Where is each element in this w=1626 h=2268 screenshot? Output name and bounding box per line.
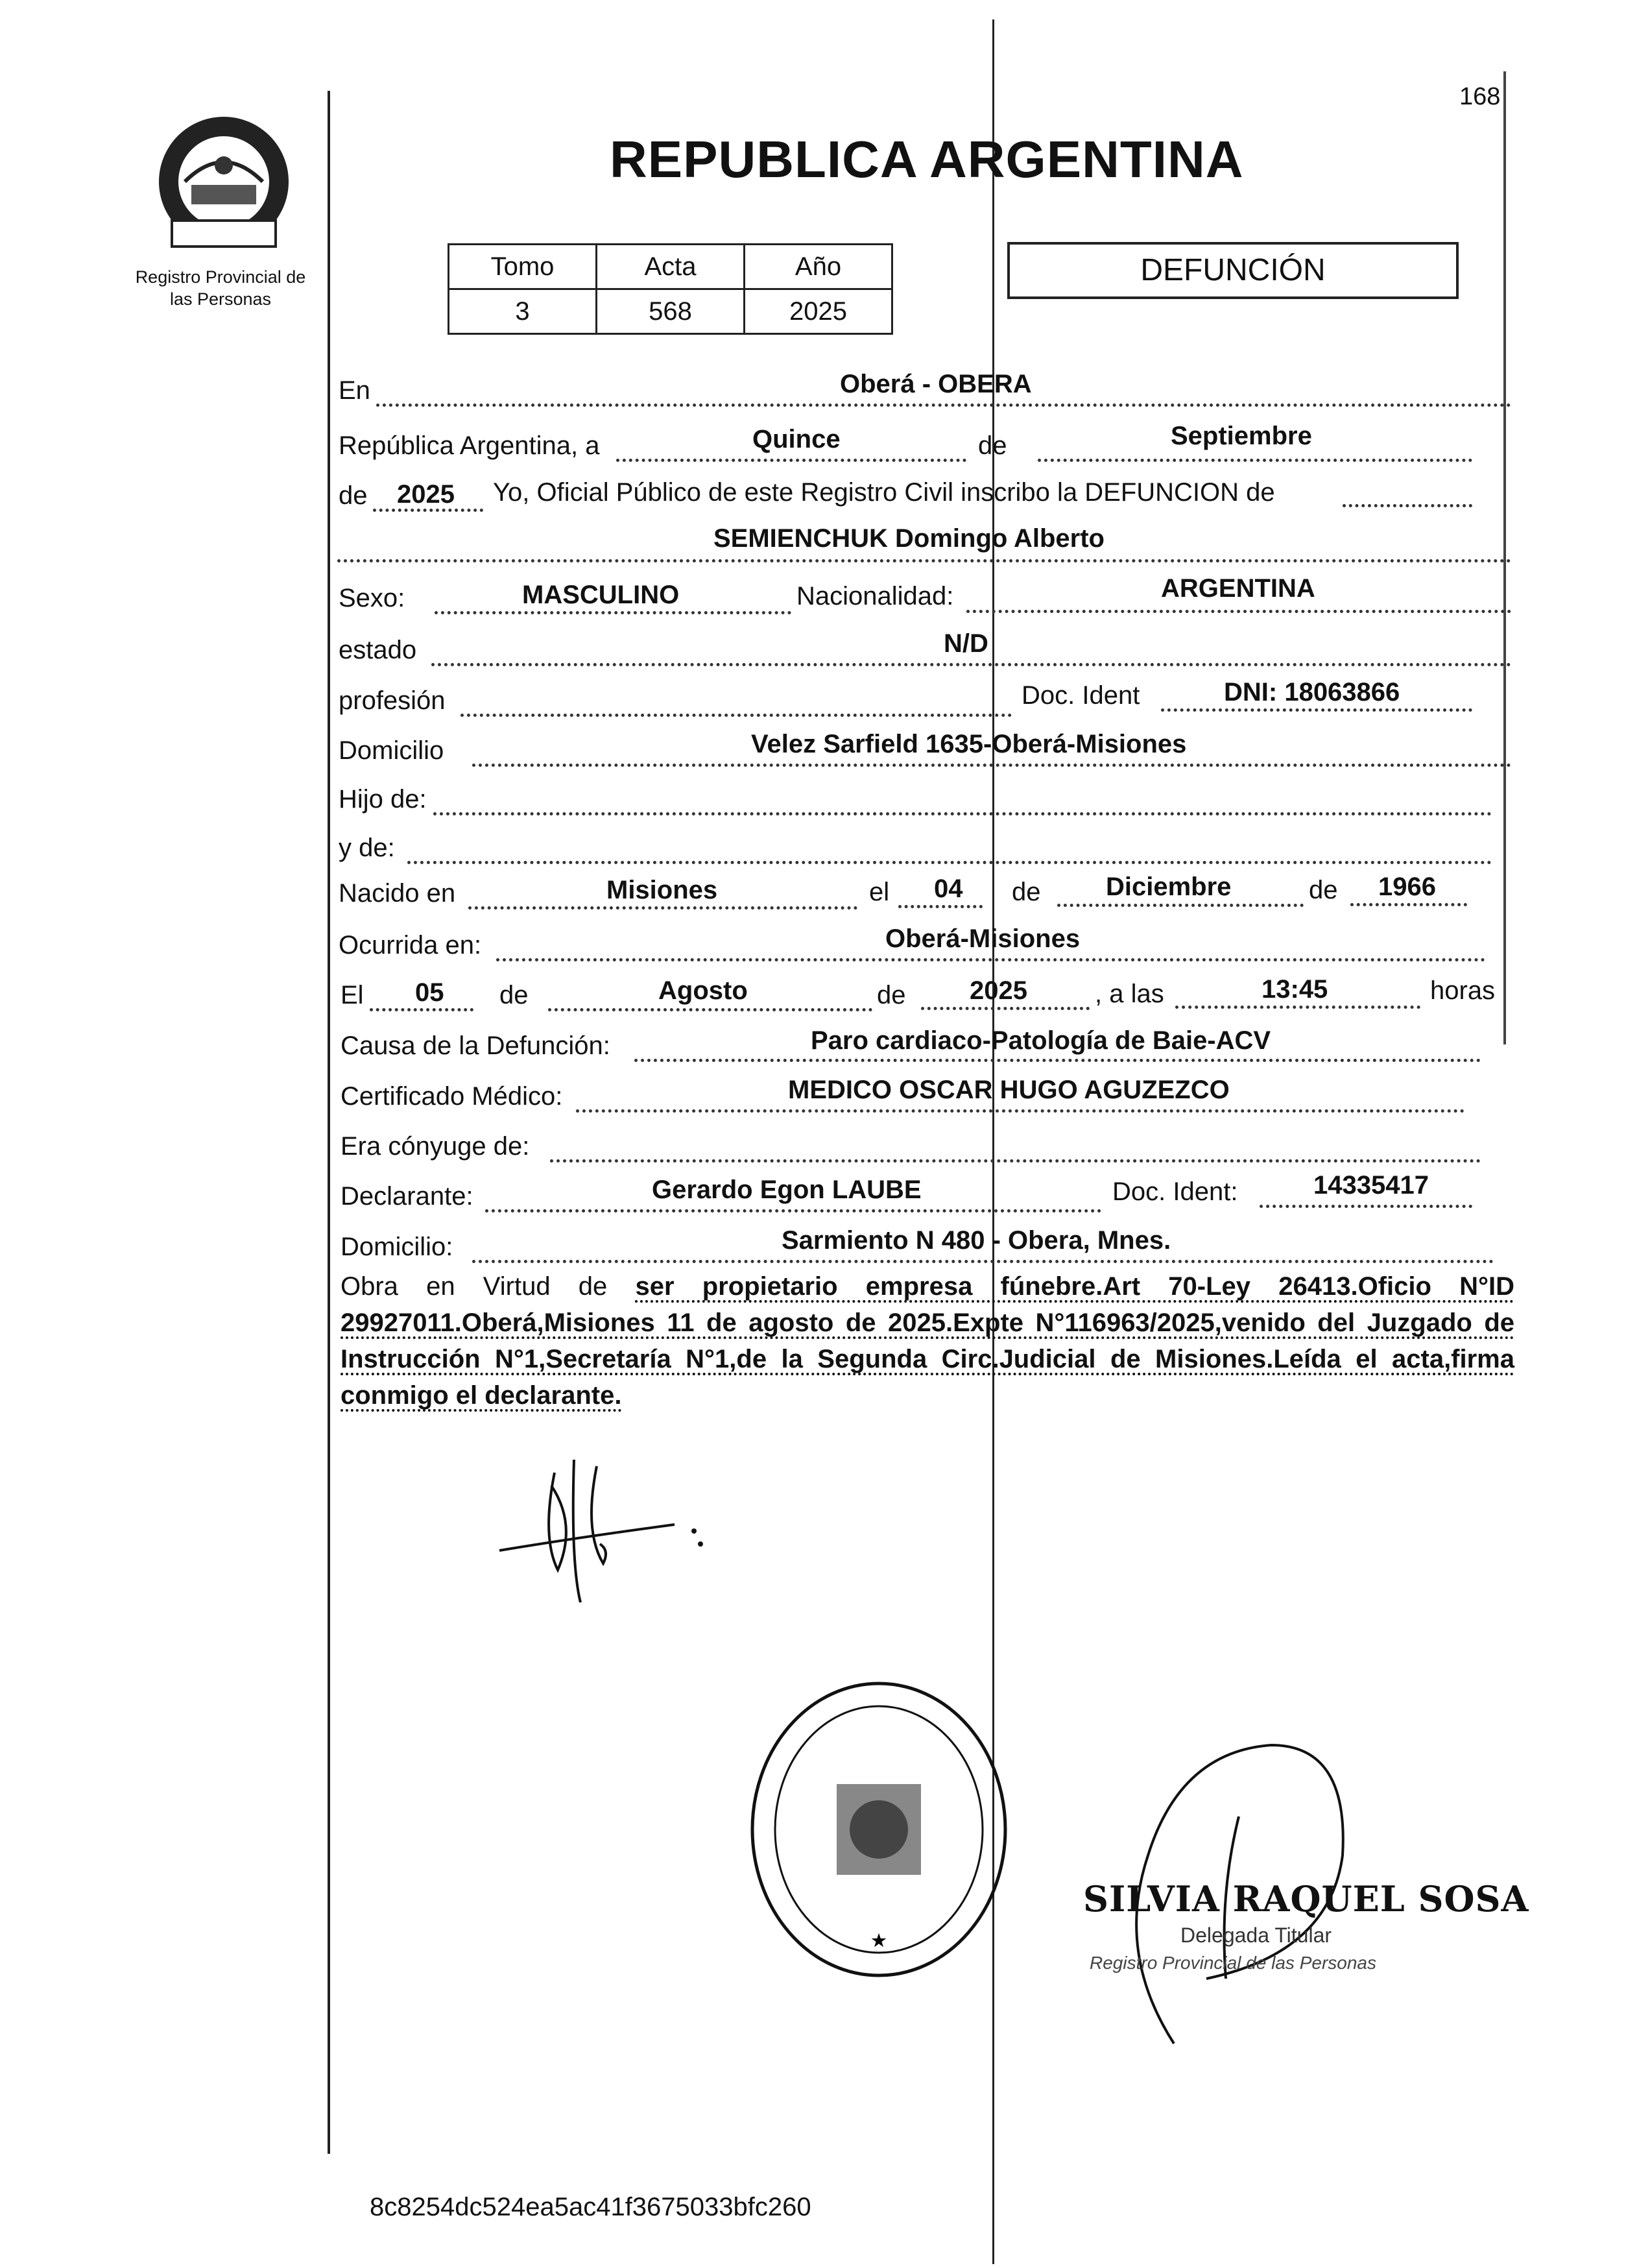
doc2-label: Doc. Ident: [1112, 1177, 1238, 1206]
logo-caption-line2: las Personas [169, 289, 272, 309]
conyuge-label: Era cónyuge de: [341, 1132, 530, 1161]
page-number: 168 [1459, 83, 1501, 110]
death-month: Agosto [658, 976, 748, 1005]
de-label-2: de [339, 481, 368, 510]
nacido-en-label: Nacido en [339, 879, 456, 908]
domicilio2-label: Domicilio: [341, 1233, 453, 1261]
en-line [376, 404, 1511, 407]
certificado-line [576, 1109, 1465, 1113]
conyuge-line [550, 1159, 1481, 1163]
month-value: Septiembre [1171, 422, 1312, 450]
declarante-value: Gerardo Egon LAUBE [652, 1176, 922, 1204]
de-label-5: de [499, 981, 529, 1009]
right-margin-line [1503, 71, 1506, 1044]
domicilio-value: Velez Sarfield 1635-Oberá-Misiones [751, 730, 1187, 758]
sexo-value: MASCULINO [522, 581, 680, 609]
birth-month: Diciembre [1106, 873, 1232, 901]
doc-value: DNI: 18063866 [1224, 678, 1400, 706]
doc-label: Doc. Ident [1022, 681, 1140, 710]
death-day-line [370, 1008, 473, 1011]
death-day: 05 [415, 978, 444, 1007]
hijo-line [433, 812, 1492, 815]
inscribo-text: Yo, Oficial Público de este Registro Civil inscribo la DEFUNCION de [493, 478, 1275, 507]
month-line [1038, 459, 1472, 462]
birth-year: 1966 [1378, 873, 1436, 901]
causa-label: Causa de la Defunción: [341, 1031, 610, 1060]
obra-text: ser propietario empresa fúnebre.Art 70-Ley 26413.Oficio N°ID 29927011.Oberá,Misiones 11 de agosto de 2025.Expte N°116963/2025,venido del Juzgado de Instrucción N°1,Secretaría N°1,de la Segunda Circ.Judicial de Misiones.Leída el acta,firma conmigo el declarante. [341, 1272, 1514, 1410]
estado-line [431, 663, 1511, 666]
profesion-label: profesión [339, 686, 446, 715]
left-margin-line [328, 91, 330, 2154]
yde-label: y de: [339, 834, 395, 862]
record-type-box: DEFUNCIÓN [1007, 242, 1459, 299]
tomo-value: 3 [449, 289, 597, 334]
el-label-2: El [341, 981, 364, 1009]
de-label: de [978, 431, 1007, 460]
estado-value: N/D [944, 629, 988, 658]
svg-text:★: ★ [871, 1931, 887, 1951]
sexo-label: Sexo: [339, 584, 405, 612]
el-label: el [869, 878, 890, 906]
acta-value: 568 [597, 289, 745, 334]
ocurrida-label: Ocurrida en: [339, 931, 482, 959]
anio-value: 2025 [745, 289, 892, 334]
obra-paragraph [341, 1268, 1514, 1414]
causa-value: Paro cardiaco-Patología de Baie-ACV [811, 1026, 1271, 1055]
de-label-3: de [1012, 878, 1041, 906]
logo-caption [110, 266, 331, 310]
record-table [448, 243, 893, 335]
anio-header: Año [745, 245, 892, 289]
domicilio2-value: Sarmiento N 480 - Obera, Mnes. [782, 1226, 1171, 1255]
birth-month-line [1057, 904, 1304, 907]
doc-line [1161, 708, 1472, 712]
page-title: REPUBLICA ARGENTINA [610, 130, 1244, 188]
misiones-coat-of-arms-logo [146, 104, 302, 253]
time-line [1175, 1006, 1420, 1009]
official-name: SILVIA RAQUEL SOSA [1083, 1878, 1529, 1920]
doc2-line [1260, 1205, 1472, 1208]
ocurrida-value: Oberá-Misiones [885, 924, 1081, 953]
en-value: Oberá - OBERA [840, 370, 1032, 398]
doc2-value: 14335417 [1313, 1171, 1429, 1200]
domicilio-label: Domicilio [339, 736, 444, 765]
day-value: Quince [752, 425, 841, 453]
estado-label: estado [339, 636, 417, 664]
logo-caption-line1: Registro Provincial de [135, 267, 306, 287]
name-line [337, 559, 1511, 562]
death-month-line [548, 1008, 872, 1011]
tomo-header: Tomo [449, 245, 597, 289]
official-role: Delegada Titular [1180, 1924, 1332, 1947]
day-line [616, 459, 966, 462]
alas-label: , a las [1095, 980, 1164, 1008]
nacido-en-value: Misiones [606, 876, 718, 904]
hijo-label: Hijo de: [339, 785, 427, 814]
declarante-label: Declarante: [341, 1182, 473, 1211]
nacido-en-line [468, 906, 857, 910]
official-stamp-seal [739, 1674, 1018, 1985]
profesion-line [460, 714, 1012, 717]
domicilio2-line [472, 1260, 1494, 1263]
causa-line [634, 1059, 1481, 1062]
death-year: 2025 [970, 976, 1027, 1005]
official-org: Registro Provincial de las Personas [1090, 1953, 1376, 1973]
declarante-line [485, 1209, 1101, 1212]
birth-day: 04 [934, 875, 963, 903]
horas-label: horas [1430, 976, 1496, 1005]
declarant-signature [480, 1447, 739, 1654]
de-label-6: de [877, 981, 906, 1009]
birth-day-line [898, 905, 983, 908]
obra-label: Obra en Virtud de [341, 1272, 608, 1301]
en-label: En [339, 376, 370, 405]
domicilio-line [472, 764, 1511, 767]
nacionalidad-label: Nacionalidad: [796, 582, 954, 610]
nacionalidad-line [966, 610, 1511, 613]
death-time: 13:45 [1261, 975, 1328, 1004]
rep-label: República Argentina, a [339, 431, 600, 460]
certificado-value: MEDICO OSCAR HUGO AGUZEZCO [788, 1076, 1230, 1104]
inscribo-line [1343, 504, 1472, 507]
acta-header: Acta [597, 245, 745, 289]
sexo-line [435, 611, 791, 614]
de-label-4: de [1309, 876, 1338, 904]
year-value: 2025 [397, 480, 455, 509]
deceased-name: SEMIENCHUK Domingo Alberto [713, 524, 1105, 553]
nacionalidad-value: ARGENTINA [1161, 574, 1315, 603]
document-hash: 8c8254dc524ea5ac41f3675033bfc260 [370, 2193, 811, 2221]
certificado-label: Certificado Médico: [341, 1082, 563, 1111]
birth-year-line [1350, 903, 1467, 906]
ocurrida-line [496, 958, 1485, 961]
death-year-line [921, 1007, 1090, 1010]
yde-line [407, 861, 1492, 864]
